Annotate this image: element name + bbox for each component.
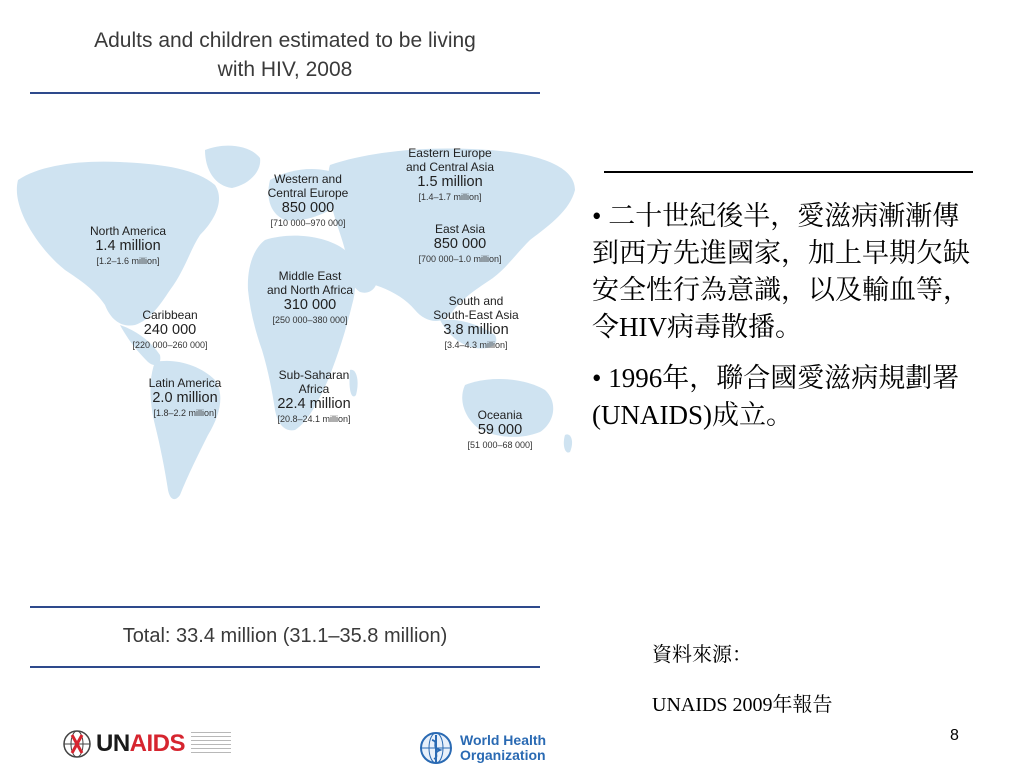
region-value: 310 000	[283, 297, 337, 313]
unaids-emblem-icon	[62, 729, 92, 759]
bullet-item: • 二十世紀後半，愛滋病漸漸傳到西方先進國家，加上早期欠缺安全性行為意識，以及輸血等，令HIV病毒散播。	[592, 201, 970, 342]
region-value: 850 000	[433, 236, 487, 252]
region-range: [220 000–260 000]	[132, 340, 208, 350]
total-top-divider	[30, 606, 540, 608]
region-range: [710 000–970 000]	[270, 218, 346, 228]
unaids-logo	[62, 729, 231, 759]
region-name: South and	[448, 294, 504, 308]
source-label: 資料來源：	[652, 644, 752, 666]
region-latin-america	[125, 376, 245, 419]
region-range: [51 000–68 000]	[467, 440, 533, 450]
region-north-america	[68, 224, 188, 267]
total-label: Total: 33.4 million (31.1–35.8 million)	[122, 625, 448, 647]
figure-title-line2: with HIV, 2008	[217, 58, 353, 81]
region-name: Sub-Saharan	[278, 368, 350, 382]
region-oceania	[440, 408, 560, 451]
figure-title-line1: Adults and children estimated to be living	[94, 29, 476, 52]
region-value: 2.0 million	[152, 390, 218, 406]
unaids-wordmark-un: UN	[96, 730, 130, 757]
region-range: [250 000–380 000]	[272, 315, 348, 325]
region-value: 240 000	[143, 322, 197, 338]
region-south-east-asia	[416, 294, 536, 351]
region-value: 22.4 million	[277, 396, 351, 412]
region-name: Middle East	[278, 269, 342, 283]
figure-title	[30, 26, 540, 84]
title-divider	[30, 92, 540, 94]
region-range: [1.2–1.6 million]	[96, 256, 160, 266]
unaids-wordmark-aids: AIDS	[129, 730, 186, 757]
source-note	[652, 640, 833, 720]
total-bottom-divider	[30, 666, 540, 668]
region-name: Caribbean	[142, 308, 198, 322]
region-name: and North Africa	[266, 283, 354, 297]
page-number: 8	[950, 727, 959, 744]
region-name: East Asia	[434, 222, 486, 236]
region-value: 1.5 million	[417, 174, 483, 190]
region-western-europe	[248, 172, 368, 229]
unaids-wordmark	[96, 730, 185, 758]
region-value: 1.4 million	[95, 238, 161, 254]
region-middle-east-north-africa	[250, 269, 370, 326]
who-wordmark-line2: Organization	[460, 747, 546, 763]
who-wordmark-line1: World Health	[460, 732, 547, 748]
bullet-list	[592, 198, 972, 448]
region-range: [1.4–1.7 million]	[418, 192, 482, 202]
who-logo	[418, 730, 546, 766]
who-emblem-icon	[418, 730, 454, 766]
region-name: and Central Asia	[405, 160, 495, 174]
region-sub-saharan-africa	[254, 368, 374, 425]
region-caribbean	[110, 308, 230, 351]
region-name: North America	[89, 224, 167, 238]
bullet-item: • 1996年，聯合國愛滋病規劃署(UNAIDS)成立。	[592, 363, 960, 430]
unaids-cosponsors-text	[191, 732, 231, 756]
region-value: 850 000	[281, 200, 335, 216]
region-name: Western and	[274, 172, 342, 186]
region-name: Latin America	[148, 376, 222, 390]
region-name: Oceania	[477, 408, 523, 422]
map-new-zealand	[564, 434, 572, 452]
who-wordmark	[460, 733, 546, 763]
region-name: South-East Asia	[433, 308, 519, 322]
region-range: [20.8–24.1 million]	[277, 414, 351, 424]
region-value: 59 000	[477, 422, 523, 438]
region-name: Eastern Europe	[408, 146, 492, 160]
region-range: [700 000–1.0 million]	[418, 254, 502, 264]
region-value: 3.8 million	[443, 322, 509, 338]
region-eastern-europe	[390, 146, 510, 203]
region-name: Africa	[298, 382, 330, 396]
region-east-asia	[400, 222, 520, 265]
region-name: Central Europe	[267, 186, 349, 200]
source-value: UNAIDS 2009年報告	[652, 694, 833, 716]
slide-divider	[604, 171, 973, 173]
region-range: [3.4–4.3 million]	[444, 340, 508, 350]
region-range: [1.8–2.2 million]	[153, 408, 217, 418]
